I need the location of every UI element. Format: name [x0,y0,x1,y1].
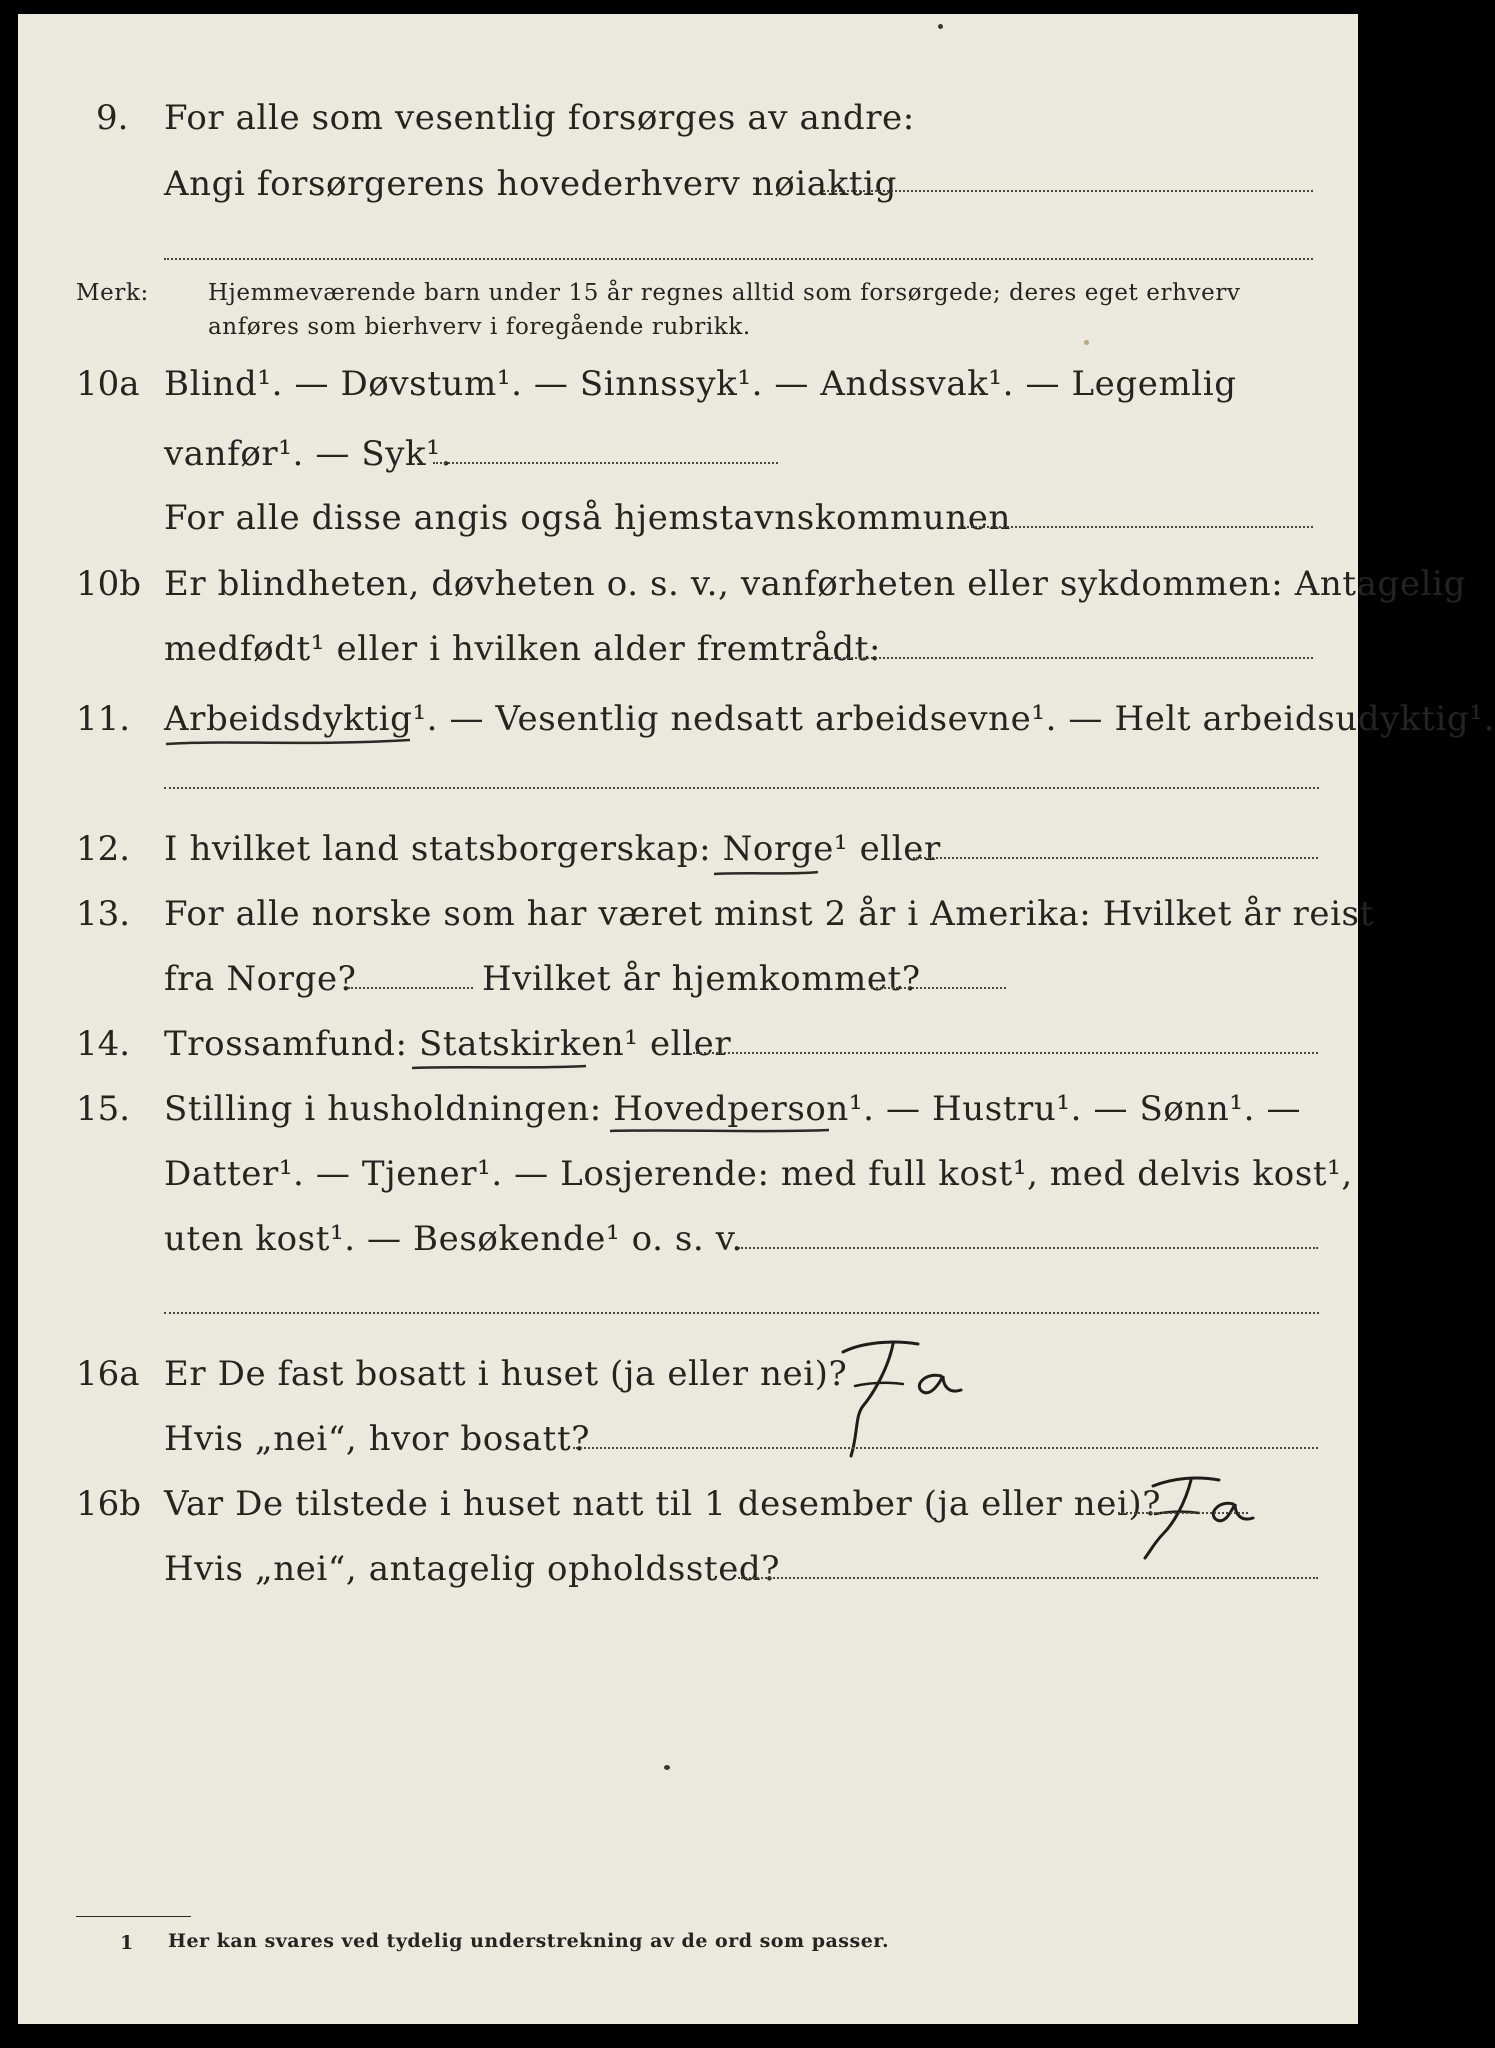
q10b-answer-line[interactable] [828,657,1313,659]
q16b-followup-label: Hvis „nei“, antagelig opholdssted? [164,1549,781,1589]
q12-answer-line[interactable] [913,857,1318,859]
q16b-question: Var De tilstede i huset natt til 1 desember (ja eller nei)? [164,1484,1162,1524]
q11-options: Arbeidsdyktig¹. — Vesentlig nedsatt arbeidsevne¹. — Helt arbeidsudyktig¹. [164,699,1495,739]
q14-underline-mark [410,1060,590,1076]
merk-label: Merk: [76,280,149,306]
q15-options-line1: Stilling i husholdningen: Hovedperson¹. — Hustru¹. — Sønn¹. — [164,1089,1302,1129]
q10b-number: 10b [76,564,142,604]
q15-number: 15. [76,1089,131,1129]
q15-options-line3: uten kost¹. — Besøkende¹ o. s. v. [164,1219,743,1259]
q13-departure-label: fra Norge? [164,959,357,999]
q9-question-line2: Angi forsørgerens hovederhverv nøiaktig [164,164,897,204]
footnote-marker: 1 [120,1932,134,1954]
q16b-number: 16b [76,1484,142,1524]
q15-answer-line[interactable] [738,1247,1318,1249]
q13-number: 13. [76,894,131,934]
q12-number: 12. [76,829,131,869]
q13-question-line1: For alle norske som har været minst 2 år i Amerika: Hvilket år reist [164,894,1374,934]
q10a-options-line2: vanfør¹. — Syk¹. [164,434,452,474]
q16b-handwritten-answer [1133,1464,1263,1564]
q16a-followup-label: Hvis „nei“, hvor bosatt? [164,1419,591,1459]
q11-number: 11. [76,699,131,739]
census-form-page [18,14,1495,2024]
q16b-answer-line[interactable] [1118,1512,1248,1514]
q11-underline-mark [164,734,414,754]
q10a-hometown-line[interactable] [958,526,1313,528]
q14-question: Trossamfund: Statskirken¹ eller [164,1024,732,1064]
ink-speck [938,24,943,29]
q13-return-label: Hvilket år hjemkommet? [482,959,921,999]
q16a-handwritten-answer [833,1324,983,1464]
q15-underline-mark [608,1124,833,1140]
q16b-followup-line[interactable] [738,1577,1318,1579]
q10b-question-line1: Er blindheten, døvheten o. s. v., vanførheten eller sykdommen: Antagelig [164,564,1466,604]
q9-number: 9. [96,98,129,138]
q9-extra-answer-line[interactable] [164,258,1313,260]
q15-options-line2: Datter¹. — Tjener¹. — Losjerende: med full kost¹, med delvis kost¹, [164,1154,1353,1194]
merk-note-line1: Hjemmeværende barn under 15 år regnes alltid som forsørgede; deres eget erhverv [208,280,1241,306]
q10b-question-line2: medfødt¹ eller i hvilken alder fremtrådt: [164,629,882,669]
q16a-number: 16a [76,1354,140,1394]
ink-speck [1084,340,1089,345]
q14-number: 14. [76,1024,131,1064]
q10a-options-line1: Blind¹. — Døvstum¹. — Sinnssyk¹. — Andssvak¹. — Legemlig [164,364,1237,404]
q16a-question: Er De fast bosatt i huset (ja eller nei)? [164,1354,848,1394]
q10a-answer-line[interactable] [433,462,778,464]
ink-speck [664,1765,670,1770]
q16a-followup-line[interactable] [573,1447,1318,1449]
q10a-number: 10a [76,364,140,404]
footnote-rule [76,1916,191,1917]
footnote-text: Her kan svares ved tydelig understrekning av de ord som passer. [168,1930,890,1952]
q13-return-line[interactable] [871,987,1006,989]
q14-answer-line[interactable] [693,1052,1318,1054]
q13-departure-line[interactable] [348,987,473,989]
q15-extra-line[interactable] [164,1312,1319,1314]
q9-answer-line[interactable] [823,190,1313,192]
q12-underline-mark [712,866,822,882]
merk-note-line2: anføres som bierhverv i foregående rubrikk. [208,314,751,340]
q11-extra-line[interactable] [164,787,1319,789]
q10a-hometown-label: For alle disse angis også hjemstavnskommunen [164,498,1011,538]
q12-question: I hvilket land statsborgerskap: Norge¹ eller [164,829,941,869]
q9-question-line1: For alle som vesentlig forsørges av andre: [164,98,915,138]
